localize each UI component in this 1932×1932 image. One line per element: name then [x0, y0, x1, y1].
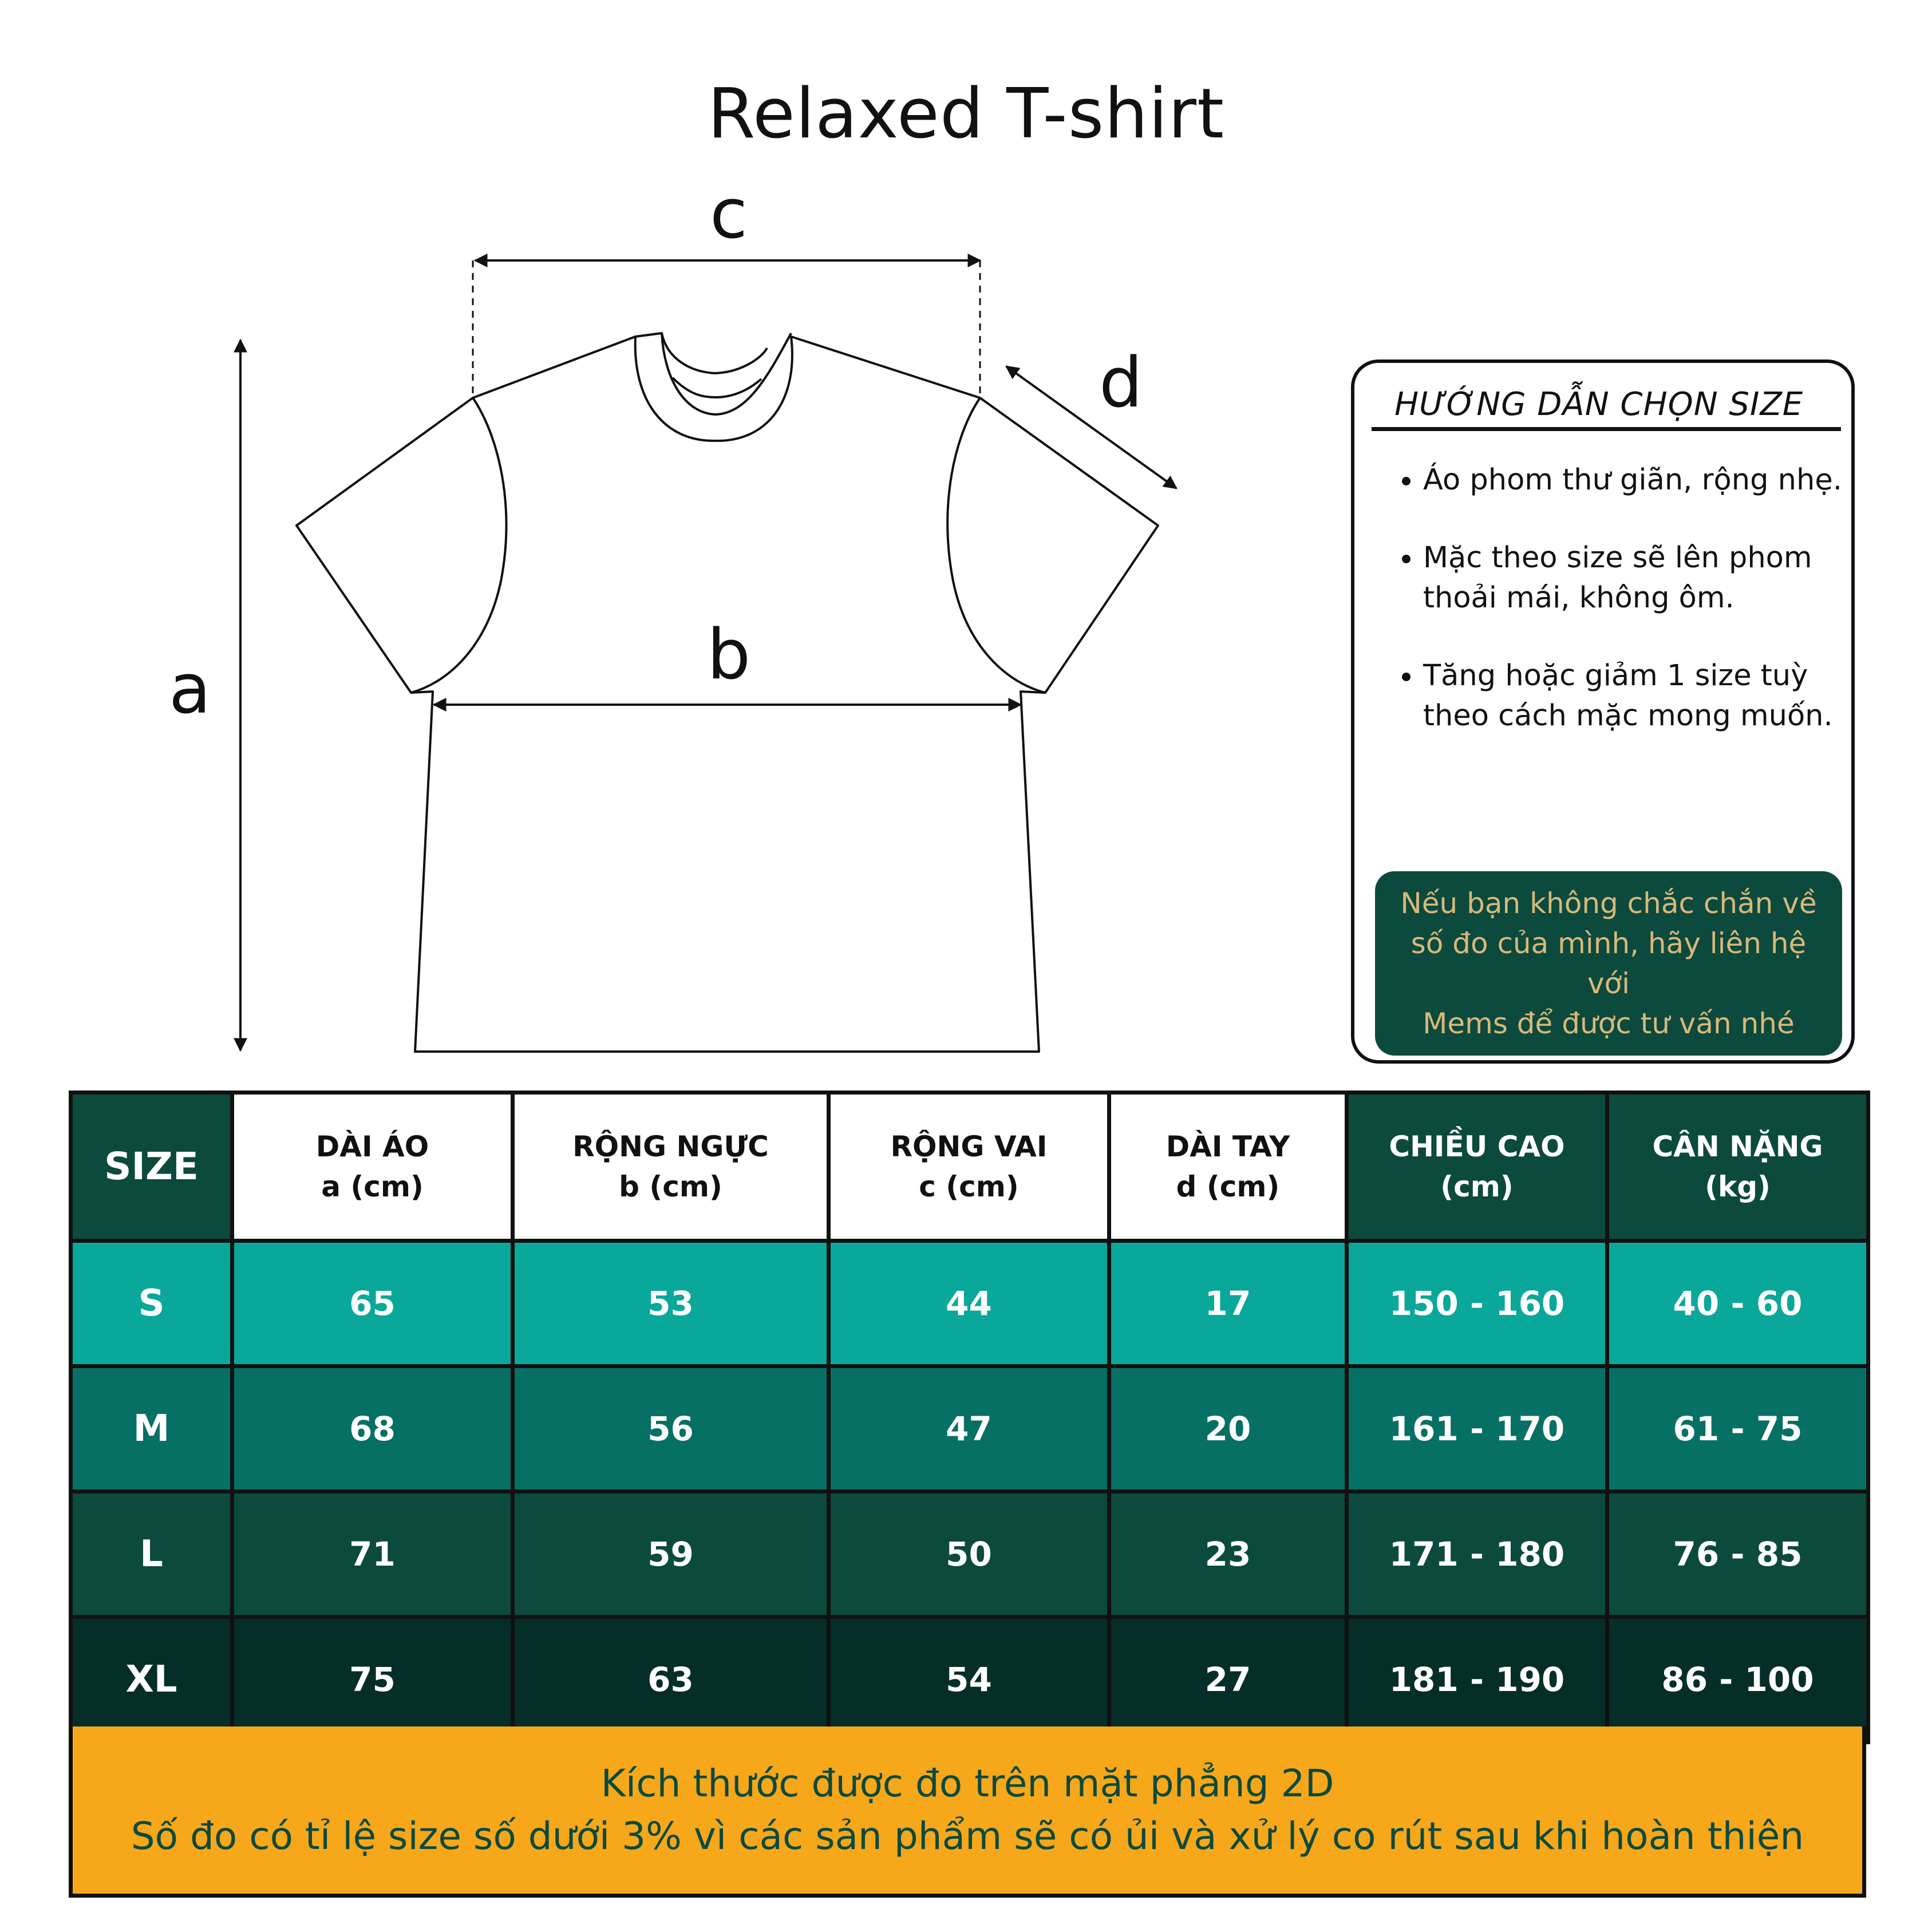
size-cell: XL [71, 1617, 232, 1743]
table-cell: 17 [1109, 1241, 1347, 1366]
table-cell: 47 [829, 1366, 1109, 1492]
guide-item: • Tăng hoặc giảm 1 size tuỳ theo cách mặc mong muốn. [1423, 656, 1875, 736]
measurement-footnote [69, 1726, 1866, 1898]
table-row [71, 1492, 1868, 1617]
table-row [71, 1617, 1868, 1743]
header-length: DÀI ÁO a (cm) [232, 1093, 513, 1241]
header-height: CHIỀU CAO (cm) [1347, 1093, 1607, 1241]
table-cell: 171 - 180 [1347, 1492, 1607, 1617]
header-weight: CÂN NẶNG (kg) [1607, 1093, 1868, 1241]
table-cell: 71 [232, 1492, 513, 1617]
header-sleeve: DÀI TAY d (cm) [1109, 1093, 1347, 1241]
contact-note [1375, 871, 1842, 1056]
guide-item: • Áo phom thư giãn, rộng nhẹ. [1423, 460, 1875, 500]
header-shoulder: RỘNG VAI c (cm) [829, 1093, 1109, 1241]
table-cell: 56 [513, 1366, 829, 1492]
note-line: Nếu bạn không chắc chắn về [1400, 887, 1817, 920]
table-row [71, 1366, 1868, 1492]
table-cell: 61 - 75 [1607, 1366, 1868, 1492]
table-cell: 68 [232, 1366, 513, 1492]
header-chest: RỘNG NGỰC b (cm) [513, 1093, 829, 1241]
size-guide-divider [1372, 427, 1841, 431]
note-line: số đo của mình, hãy liên hệ với [1411, 927, 1807, 1000]
table-cell: 63 [513, 1617, 829, 1743]
footnote-line-2: Số đo có tỉ lệ size số dưới 3% vì các sản phẩm sẽ có ủi và xử lý co rút sau khi hoàn thiện [131, 1814, 1804, 1858]
table-cell: 86 - 100 [1607, 1617, 1868, 1743]
table-cell: 27 [1109, 1617, 1347, 1743]
size-cell: S [71, 1241, 232, 1366]
table-cell: 75 [232, 1617, 513, 1743]
table-cell: 23 [1109, 1492, 1347, 1617]
size-cell: L [71, 1492, 232, 1617]
size-guide-title: HƯỚNG DẪN CHỌN SIZE [1394, 386, 1804, 423]
size-table [69, 1091, 1870, 1744]
size-cell: M [71, 1366, 232, 1492]
table-cell: 76 - 85 [1607, 1492, 1868, 1617]
guide-item: • Mặc theo size sẽ lên phom thoải mái, không ôm. [1423, 538, 1875, 618]
footnote-line-1: Kích thước được đo trên mặt phẳng 2D [600, 1761, 1334, 1805]
table-cell: 40 - 60 [1607, 1241, 1868, 1366]
table-row [71, 1241, 1868, 1366]
table-cell: 50 [829, 1492, 1109, 1617]
dimension-a-label: a [169, 650, 211, 729]
dimension-b-label: b [707, 615, 751, 695]
note-line: Mems để được tư vấn nhé [1423, 1007, 1795, 1040]
table-cell: 54 [829, 1617, 1109, 1743]
dimension-d-label: d [1099, 343, 1143, 423]
table-cell: 65 [232, 1241, 513, 1366]
size-guide-box [1351, 359, 1855, 1064]
table-cell: 161 - 170 [1347, 1366, 1607, 1492]
table-header-row [71, 1093, 1868, 1241]
header-size: SIZE [71, 1093, 232, 1241]
table-cell: 181 - 190 [1347, 1617, 1607, 1743]
page-title: Relaxed T-shirt [707, 74, 1225, 154]
table-cell: 44 [829, 1241, 1109, 1366]
table-cell: 150 - 160 [1347, 1241, 1607, 1366]
table-cell: 59 [513, 1492, 829, 1617]
size-guide-list [1389, 460, 1875, 774]
dimension-c-label: c [710, 175, 748, 254]
table-cell: 53 [513, 1241, 829, 1366]
table-cell: 20 [1109, 1366, 1347, 1492]
